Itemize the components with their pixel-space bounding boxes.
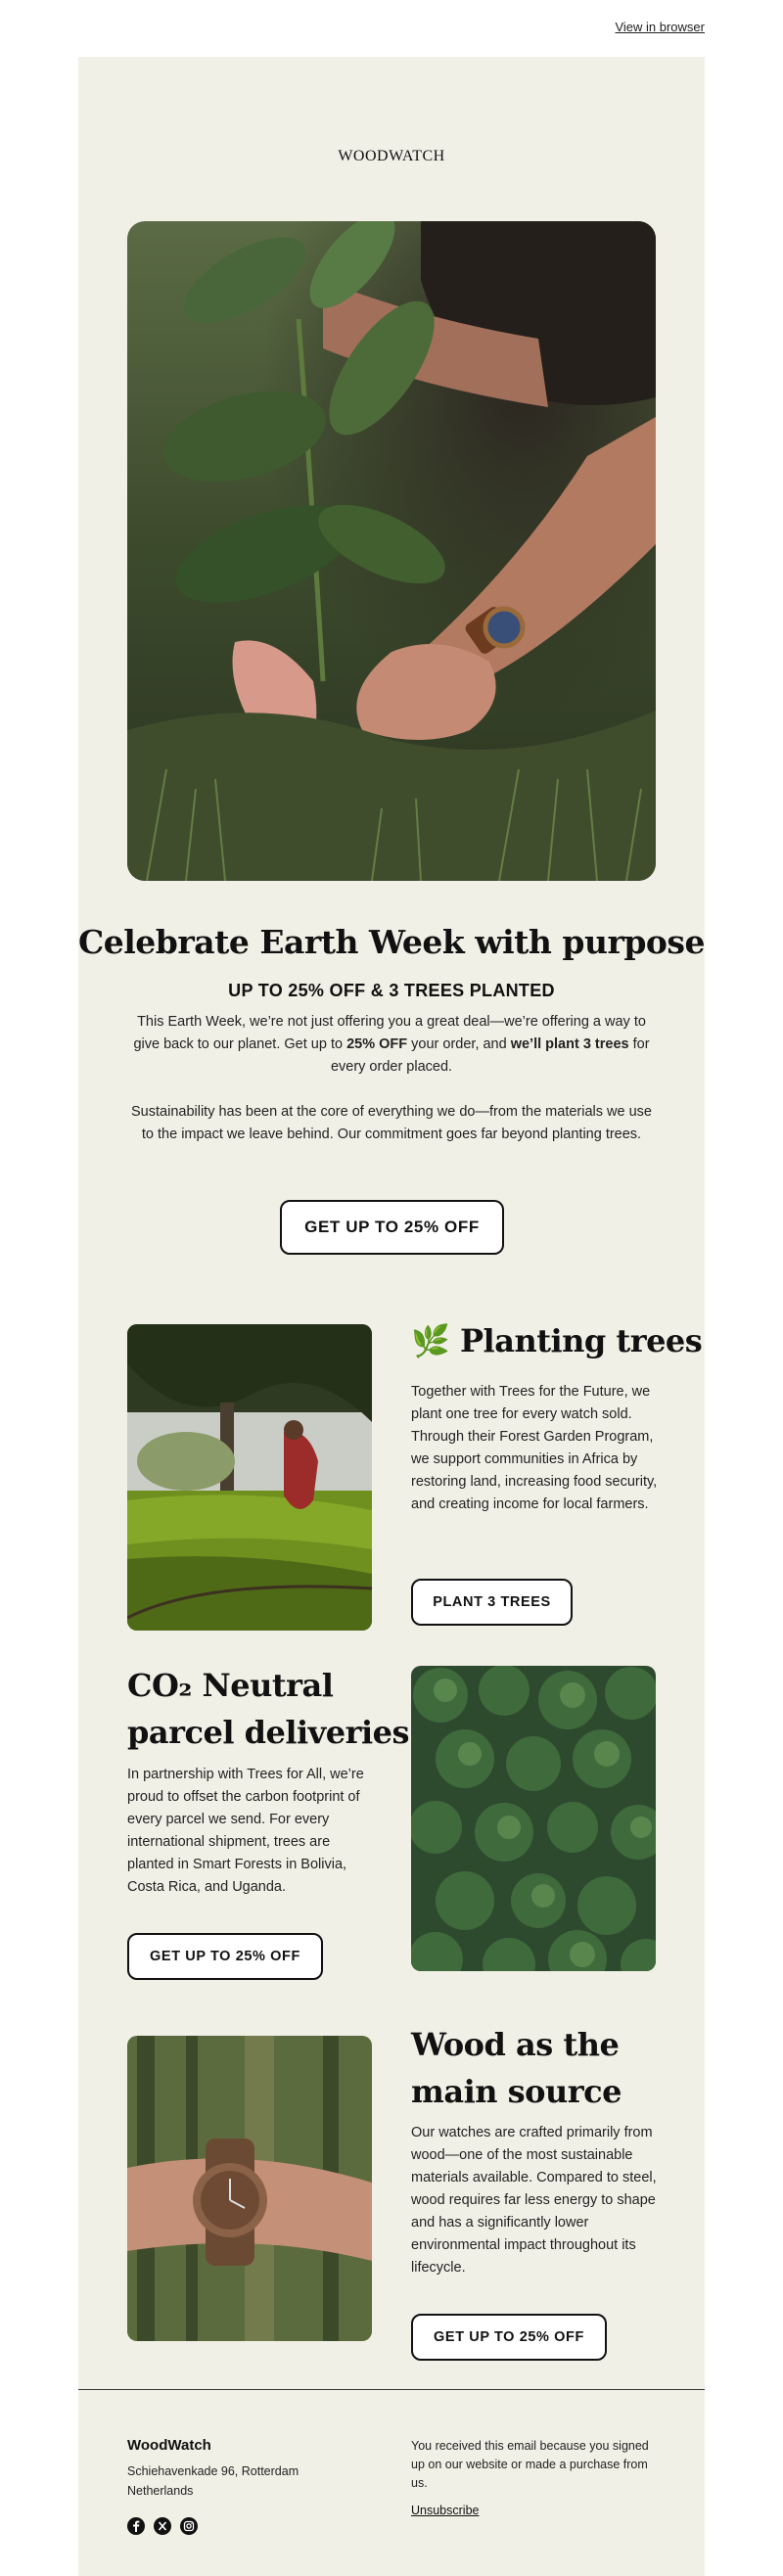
section2-body: In partnership with Trees for All, we’re proud to offset the carbon footprint of every parcel we send. For every international shipment, trees are planted in Smart Forests in Bolivia, Costa Rica, and Uganda.	[127, 1767, 364, 1895]
para1-bold-discount: 25% OFF	[346, 1036, 408, 1052]
hero-paragraph-1	[127, 1011, 656, 1079]
section1-body: Together with Trees for the Future, we plant one tree for every watch sold. Through their Forest Garden Program, we support communities in Africa by restoring land, increasing food security, and creating income for local farmers.	[411, 1384, 658, 1512]
hero-title: Celebrate Earth Week with purpose	[78, 923, 706, 961]
instagram-icon[interactable]	[180, 2517, 198, 2535]
hero-subtitle: UP TO 25% OFF & 3 TREES PLANTED	[228, 981, 555, 1000]
farmer-photo	[127, 1324, 372, 1631]
footer-note: You received this email because you signed up on our website or made a purchase from us.	[411, 2439, 649, 2490]
para1-text-c: your order, and	[407, 1036, 511, 1052]
footer-address	[127, 2461, 299, 2501]
section2-cta-button[interactable]: GET UP TO 25% OFF	[127, 1933, 323, 1980]
view-in-browser-link[interactable]: View in browser	[615, 20, 705, 34]
footer-brand: WoodWatch	[127, 2437, 211, 2454]
x-icon[interactable]	[154, 2517, 171, 2535]
section1-title: 🌿 Planting trees	[411, 1322, 703, 1359]
email-card	[78, 57, 705, 2576]
section3-title	[411, 2021, 622, 2115]
plant-seedling-photo	[127, 221, 656, 881]
footer-divider	[78, 2389, 705, 2390]
section2-image	[411, 1666, 656, 1971]
section2-title-line2: parcel deliveries	[127, 1714, 409, 1751]
section2-title-line1: CO₂ Neutral	[127, 1667, 334, 1704]
section3-body: Our watches are crafted primarily from wood—one of the most sustainable materials available. Compared to steel, wood requires far less energy to shape and has a significantly lower environmental impact throughout its lifecycle.	[411, 2125, 657, 2276]
section3-cta-button[interactable]: GET UP TO 25% OFF	[411, 2314, 607, 2361]
hero-paragraph-2: Sustainability has been at the core of everything we do—from the materials we use to the impact we leave behind. Our commitment goes far beyond planting trees.	[131, 1104, 652, 1142]
plant-trees-button[interactable]: PLANT 3 TREES	[411, 1579, 573, 1626]
forest-aerial-photo	[411, 1666, 656, 1971]
section3-title-line2: main source	[411, 2073, 622, 2110]
para1-bold-trees: we’ll plant 3 trees	[510, 1036, 629, 1052]
section2-title	[127, 1662, 409, 1756]
facebook-icon[interactable]	[127, 2517, 145, 2535]
top-bar	[0, 0, 783, 57]
wrist-watch-photo	[127, 2036, 372, 2341]
hero-image	[127, 221, 656, 881]
footer-address-line1: Schiehavenkade 96, Rotterdam	[127, 2464, 299, 2478]
section3-image	[127, 2036, 372, 2341]
footer-address-line2: Netherlands	[127, 2484, 194, 2498]
para1-text-e: for every order placed.	[330, 1036, 650, 1075]
section1-image	[127, 1324, 372, 1631]
brand-logo: WOODWATCH	[338, 148, 445, 164]
para1-text-a: This Earth Week, we’re not just offering you a great deal—we’re offering a way to give back to our planet. Get up to	[133, 1014, 646, 1052]
section3-title-line1: Wood as the	[411, 2026, 620, 2063]
unsubscribe-link[interactable]: Unsubscribe	[411, 2504, 480, 2517]
hero-cta-button[interactable]: GET UP TO 25% OFF	[280, 1200, 504, 1255]
